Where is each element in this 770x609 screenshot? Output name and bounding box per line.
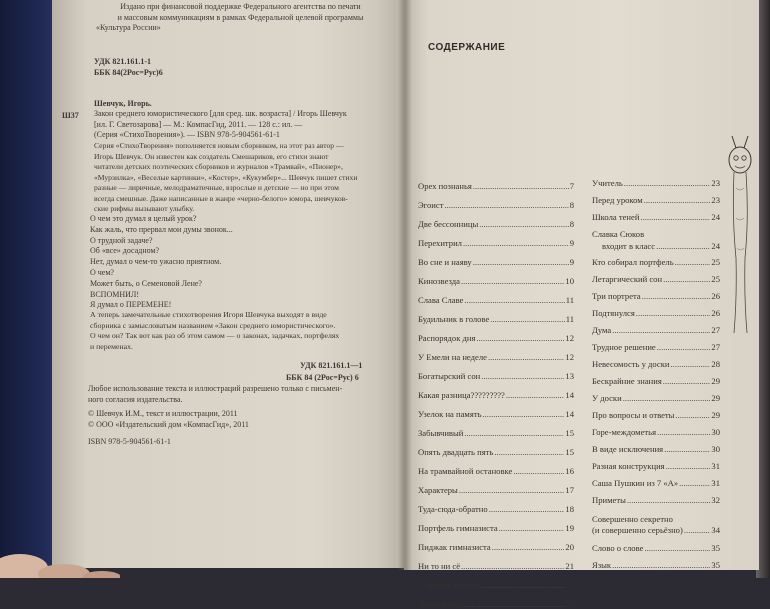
book-summary: [90, 310, 339, 352]
toc-entry: [418, 267, 574, 286]
toc-entry: [592, 386, 720, 403]
toc-page: 31: [711, 461, 720, 471]
biblio-line: [ил. Г. Светозарова] — М.: КомпасГид, 2011. — 128 с.: ил. —: [94, 119, 303, 129]
toc-entry: [592, 471, 720, 488]
toc-page: 29: [711, 393, 720, 403]
toc-entry: [592, 352, 720, 369]
toc-title: Портфель гимназиста: [418, 523, 498, 533]
toc-title: Забывчивый: [418, 428, 464, 438]
toc-title: Перехитрил: [418, 238, 462, 248]
annotation-line: Игорь Шевчук. Он известен как создатель Смешариков, его стихи знают: [94, 151, 329, 161]
toc-title: Дума: [592, 325, 612, 335]
annotation-line: всегда смешные. Даже написанные в жанре «черно-белого» юмора, шевчуков-: [94, 193, 348, 203]
toc-title: Эгоист: [418, 200, 444, 210]
copyright-line: © Шевчук И.М., текст и иллюстрации, 2011: [88, 409, 238, 418]
toc-entry: [592, 205, 720, 222]
hand-fingers: [0, 520, 120, 578]
contents-column-1: [418, 172, 574, 609]
funding-line: Издано при финансовой поддержке Федерального агентства по печати: [120, 2, 361, 11]
toc-page: 11: [565, 295, 574, 305]
toc-entry: [418, 400, 574, 419]
toc-title: Разная конструкция: [592, 461, 665, 471]
toc-entry: [592, 369, 720, 386]
toc-title: Помощница: [418, 599, 463, 609]
toc-title: Пиджак гимназиста: [418, 542, 491, 552]
toc-entry: [418, 305, 574, 324]
summary-line: и переменах.: [90, 341, 133, 351]
toc-title: В виде исключения: [592, 444, 664, 454]
udk-code: УДК 821.161.1-1: [94, 57, 152, 66]
summary-line: А теперь замечательные стихотворения Игоря Шевчука выходят в виде: [90, 310, 327, 319]
toc-title: Саша Пушкин из 7 «А»: [592, 478, 679, 488]
toc-page: 35: [711, 543, 720, 553]
toc-title: Три портрета: [592, 291, 641, 301]
toc-page: 17: [565, 485, 574, 495]
toc-title: Перед уроком: [592, 195, 643, 205]
annotation-line: ские рифмы вызывают улыбку.: [94, 204, 195, 213]
toc-entry: [418, 476, 574, 495]
poem-line: О чем?: [90, 267, 114, 277]
toc-entry: [418, 533, 574, 552]
toc-title: Подтянулся: [592, 308, 635, 318]
funding-line: «Культура России»: [96, 23, 161, 32]
toc-page: 26: [711, 308, 720, 318]
toc-title: Ни то ни сё: [418, 561, 461, 571]
toc-page: 21: [565, 561, 574, 571]
toc-title: Про вопросы и ответы: [592, 410, 675, 420]
toc-entry: [592, 437, 720, 454]
toc-page: 10: [565, 276, 574, 286]
toc-entry: [592, 267, 720, 284]
summary-line: сборника с замысловатым названием «Закон среднего юмористического».: [90, 320, 336, 330]
toc-page: 24: [711, 241, 720, 251]
toc-entry: [592, 239, 720, 251]
toc-title: Славка Сюков: [592, 229, 645, 239]
toc-title: Богатырский сон: [418, 371, 481, 381]
summary-line: О чем он? Так вот как раз об этом самом — о законах, задачках, портфелях: [90, 331, 340, 340]
toc-page: 28: [711, 359, 720, 369]
toc-title: Школа теней: [592, 212, 640, 222]
toc-title: Орех познанья: [418, 181, 472, 191]
toc-title: Какая разница?????????: [418, 390, 505, 400]
toc-page: 19: [565, 523, 574, 533]
toc-page: 26: [711, 291, 720, 301]
bbk-code: ББК 84(2Рос=Рус)6: [94, 68, 163, 77]
toc-entry: [418, 495, 574, 514]
toc-entry: [592, 301, 720, 318]
toc-title: Распорядок дня: [418, 333, 476, 343]
toc-title: Будильник в голове: [418, 314, 490, 324]
toc-entry: [418, 286, 574, 305]
annotation-line: читатели детских поэтических сборников и журналов «Трамвай», «Пионер»,: [94, 162, 343, 171]
toc-page: 15: [565, 428, 574, 438]
toc-entry: [592, 454, 720, 471]
toc-entry: [592, 553, 720, 570]
toc-page: 21: [565, 580, 574, 590]
toc-page: 12: [565, 333, 574, 343]
toc-title: Характеры: [418, 485, 458, 495]
contents-heading: СОДЕРЖАНИЕ: [428, 42, 506, 53]
biblio-line: (Серия «СтихоТворения»). — ISBN 978-5-904561-61-1: [94, 130, 280, 139]
toc-entry: [418, 343, 574, 362]
toc-title: На трамвайной остановке: [418, 466, 513, 476]
toc-title: Приметы: [592, 495, 626, 505]
annotation-line: разные — лиричные, мелодраматичные, взрослые и детские — но при этом: [94, 183, 339, 192]
toc-entry: [418, 172, 574, 191]
toc-entry: [592, 284, 720, 301]
funding-line: и массовым коммуникациям в рамках Федеральной целевой программы: [117, 12, 364, 22]
toc-page: 30: [711, 444, 720, 454]
rights-line: Любое использование текста и иллюстраций разрешено только с письмен-: [88, 384, 343, 393]
author-mark: Ш37: [62, 111, 79, 120]
toc-entry: [592, 318, 720, 335]
toc-page: 12: [565, 352, 574, 362]
toc-title: Учитель: [592, 178, 623, 188]
toc-page: 20: [565, 542, 574, 552]
poem-line: Я думал о ПЕРЕМЕНЕ!: [90, 300, 172, 310]
poem-line: Как жаль, что прервал мои думы звонок...: [90, 224, 233, 234]
toc-entry: [418, 438, 574, 457]
doodle-creature-illustration: [722, 128, 758, 338]
toc-entry: [418, 457, 574, 476]
toc-entry: [418, 191, 574, 210]
funding-note: [88, 2, 393, 34]
toc-page: 31: [711, 478, 720, 488]
copyright-notice: [88, 409, 249, 430]
toc-title: Слава Славе: [418, 295, 464, 305]
toc-entry: [418, 381, 574, 400]
rights-line: ного согласия издательства.: [88, 394, 183, 404]
toc-entry: [418, 552, 574, 571]
toc-entry: [418, 324, 574, 343]
toc-entry: [592, 505, 720, 524]
toc-entry: [592, 535, 720, 553]
toc-page: 13: [565, 371, 574, 381]
toc-title: Горе-междометья: [592, 427, 657, 437]
author-name: Шевчук, Игорь.: [94, 99, 152, 108]
toc-entry: [592, 420, 720, 437]
toc-page: 25: [711, 274, 720, 284]
toc-entry: [592, 222, 720, 239]
poem-line: О трудной задаче?: [90, 235, 153, 245]
toc-title: Невесомость у доски: [592, 359, 670, 369]
toc-entry: [418, 248, 574, 267]
toc-page: 29: [711, 410, 720, 420]
toc-page: 9: [569, 238, 574, 248]
toc-entry: [418, 590, 574, 609]
toc-title: Туда-сюда-обратно: [418, 504, 488, 514]
toc-title: Совершенно секретно: [592, 514, 673, 524]
toc-page: 22: [565, 599, 574, 609]
toc-entry: [418, 362, 574, 381]
poem-line: Может быть, о Семеновой Лене?: [90, 278, 202, 288]
biblio-line: Закон среднего юмористического [для сред. шк. возраста] / Игорь Шевчук: [94, 109, 347, 118]
toc-page: 27: [711, 325, 720, 335]
toc-title: У доски: [592, 393, 622, 403]
poem-line: О чем это думал я целый урок?: [90, 214, 197, 223]
poem-excerpt: [90, 214, 233, 311]
toc-page: 25: [711, 257, 720, 267]
isbn: ISBN 978-5-904561-61-1: [88, 437, 171, 446]
contents-column-2: [592, 172, 720, 570]
toc-page: 30: [711, 427, 720, 437]
toc-page: 29: [711, 376, 720, 386]
toc-page: 23: [711, 195, 720, 205]
toc-title: Во сне и наяву: [418, 257, 472, 267]
toc-entry: [418, 229, 574, 248]
rights-notice: [88, 384, 342, 405]
toc-title: Узелок на память: [418, 409, 482, 419]
toc-page: 14: [565, 409, 574, 419]
toc-title: У Емели на неделе: [418, 352, 487, 362]
toc-title: Две бессонницы: [418, 219, 479, 229]
toc-title: Кто собирал портфель: [592, 257, 674, 267]
poem-line: Нет, думал о чем-то ужасно приятном.: [90, 257, 222, 267]
toc-title: (и совершенно серьёзно): [592, 525, 683, 535]
toc-title: Бескрайние знания: [592, 376, 662, 386]
toc-page: 23: [711, 178, 720, 188]
toc-entry: [592, 172, 720, 188]
bbk-code-secondary: ББК 84 (2Рос=Рус) 6: [286, 373, 359, 382]
annotation: [94, 141, 357, 215]
toc-page: 35: [711, 560, 720, 570]
bibliographic-record: [94, 109, 347, 141]
toc-entry: [418, 419, 574, 438]
book-gutter: [398, 0, 412, 570]
toc-title: Трудное решение: [592, 342, 656, 352]
udk-code-secondary: УДК 821.161.1—1: [300, 361, 363, 370]
toc-entry: [592, 251, 720, 267]
toc-page: 14: [565, 390, 574, 400]
toc-title: входит в класс: [602, 241, 656, 251]
toc-entry: [418, 514, 574, 533]
toc-title: Слово о слове: [592, 543, 644, 553]
toc-title: Язык: [592, 560, 612, 570]
book-cover-edge: [0, 0, 60, 578]
toc-page: 16: [565, 466, 574, 476]
toc-title: С девяти до трёх: [418, 580, 480, 590]
toc-entry: [418, 571, 574, 590]
toc-entry: [418, 210, 574, 229]
toc-page: 11: [565, 314, 574, 324]
toc-entry: [592, 524, 720, 535]
toc-page: 9: [569, 257, 574, 267]
toc-title: Кинозвезда: [418, 276, 460, 286]
toc-entry: [592, 188, 720, 205]
toc-title: Опять двадцать пять: [418, 447, 494, 457]
toc-title: Летаргический сон: [592, 274, 663, 284]
toc-page: 32: [711, 495, 720, 505]
copyright-line: © ООО «Издательский дом «КомпасГид», 2011: [88, 419, 249, 429]
annotation-line: Серия «СтихоТворения» пополняется новым сборником, на этот раз автор —: [94, 141, 344, 150]
toc-entry: [592, 488, 720, 505]
toc-page: 8: [569, 219, 574, 229]
toc-page: 15: [565, 447, 574, 457]
toc-entry: [592, 335, 720, 352]
toc-page: 27: [711, 342, 720, 352]
toc-page: 34: [711, 525, 720, 535]
poem-line: Об «все» досадном?: [90, 246, 160, 256]
toc-entry: [592, 403, 720, 420]
poem-line: ВСПОМНИЛ!: [90, 289, 139, 299]
toc-page: 8: [569, 200, 574, 210]
toc-page: 24: [711, 212, 720, 222]
annotation-line: «Мурзилка», «Веселые картинки», «Костер», «Кукумбер»... Шевчук пишет стихи: [94, 172, 358, 182]
toc-page: 7: [569, 181, 574, 191]
toc-page: 18: [565, 504, 574, 514]
